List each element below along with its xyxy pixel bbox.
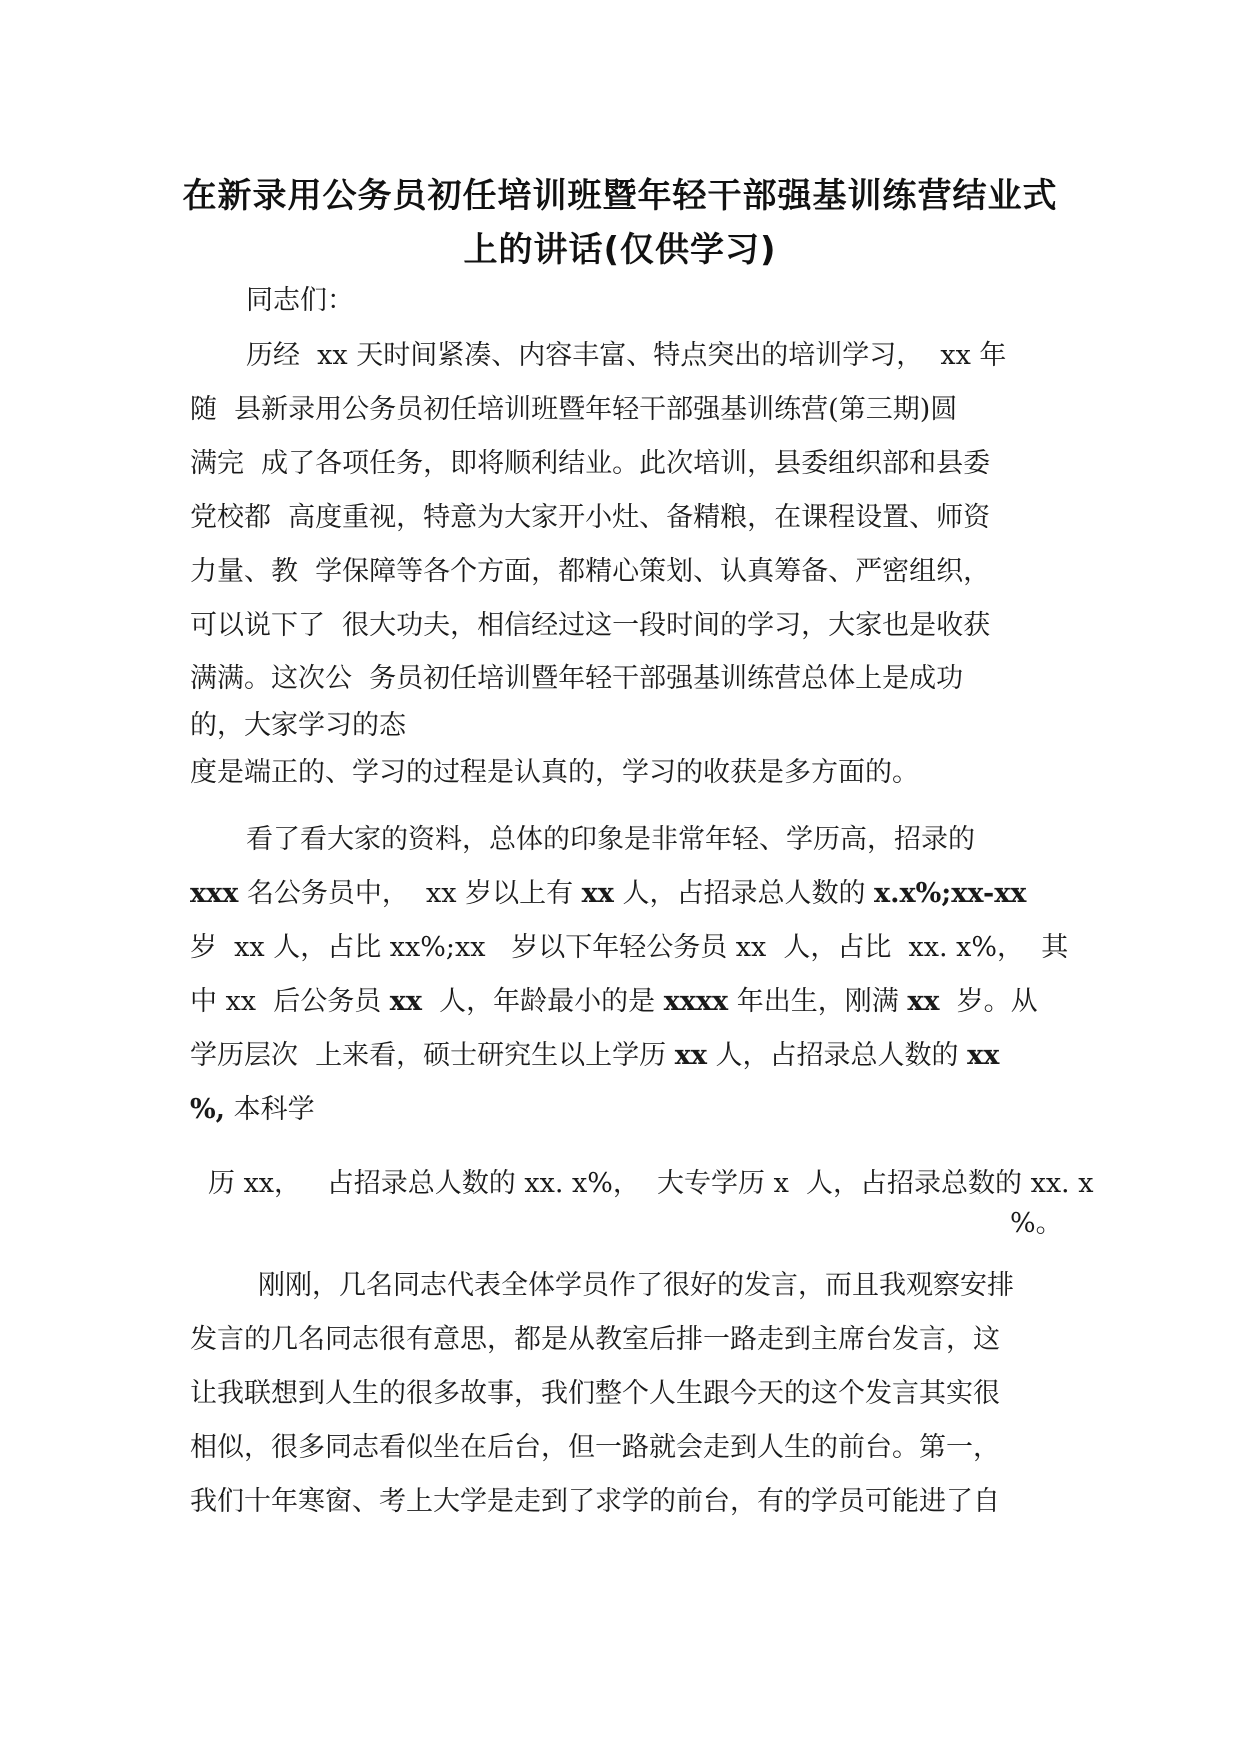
greeting: 同志们： bbox=[246, 285, 354, 316]
paragraph-line bbox=[190, 1092, 315, 1128]
bold-number: xx bbox=[581, 878, 614, 909]
paragraph-line bbox=[190, 876, 1026, 912]
paragraph-line: %。 bbox=[1010, 1208, 1063, 1239]
paragraph-line: 岁 xx 人，占比 xx%;xx 岁以下年轻公务员 xx 人，占比 xx. x%， 其 bbox=[190, 932, 1069, 963]
bold-number: xx bbox=[967, 1040, 1000, 1071]
paragraph-line: 相似，很多同志看似坐在后台，但一路就会走到人生的前台。第一， bbox=[190, 1432, 1000, 1463]
paragraph-line bbox=[190, 984, 1038, 1020]
paragraph-line: 历经 xx 天时间紧凑、内容丰富、特点突出的培训学习， xx 年 bbox=[246, 340, 1007, 371]
bold-number: xx bbox=[674, 1040, 707, 1071]
text-span: 名公务员中， xx 岁以上有 bbox=[238, 878, 582, 909]
paragraph-line: 历 xx， 占招录总人数的 xx. x%， 大专学历 x 人，占招录总数的 xx. x bbox=[208, 1168, 1094, 1199]
text-span: 人，年龄最小的是 bbox=[422, 986, 664, 1017]
paragraph-line: 满满。这次公 务员初任培训暨年轻干部强基训练营总体上是成功 bbox=[190, 663, 964, 694]
bold-number: xx bbox=[907, 986, 940, 1017]
text-span: 本科学 bbox=[225, 1094, 315, 1125]
text-span: 学历层次 上来看，硕士研究生以上学历 bbox=[190, 1040, 675, 1071]
bold-number: x.x%;xx-xx bbox=[874, 878, 1027, 909]
text-span: 年出生，刚满 bbox=[728, 986, 908, 1017]
paragraph-line: 的，大家学习的态 bbox=[190, 710, 406, 741]
paragraph-line: 随 县新录用公务员初任培训班暨年轻干部强基训练营(第三期)圆 bbox=[190, 394, 958, 425]
paragraph-line: 满完 成了各项任务，即将顺利结业。此次培训，县委组织部和县委 bbox=[190, 448, 991, 479]
paragraph-line: 党校都 高度重视，特意为大家开小灶、备精粮，在课程设置、师资 bbox=[190, 502, 991, 533]
paragraph-line: 让我联想到人生的很多故事，我们整个人生跟今天的这个发言其实很 bbox=[190, 1378, 1000, 1409]
paragraph-line: 我们十年寒窗、考上大学是走到了求学的前台，有的学员可能进了自 bbox=[190, 1486, 1000, 1517]
title-line-2: 上的讲话(仅供学习) bbox=[463, 230, 777, 270]
paragraph-line: 力量、教 学保障等各个方面，都精心策划、认真筹备、严密组织， bbox=[190, 556, 991, 587]
bold-number: xx bbox=[389, 986, 422, 1017]
paragraph-line: 度是端正的、学习的过程是认真的，学习的收获是多方面的。 bbox=[190, 757, 919, 788]
bold-number: %, bbox=[190, 1094, 226, 1125]
paragraph-line: 发言的几名同志很有意思，都是从教室后排一路走到主席台发言，这 bbox=[190, 1324, 1000, 1355]
paragraph-line: 看了看大家的资料，总体的印象是非常年轻、学历高，招录的 bbox=[246, 824, 975, 855]
paragraph-line bbox=[190, 1038, 999, 1074]
paragraph-line: 可以说下了 很大功夫，相信经过这一段时间的学习，大家也是收获 bbox=[190, 610, 991, 641]
text-span: 人，占招录总人数的 bbox=[706, 1040, 968, 1071]
title-line-1: 在新录用公务员初任培训班暨年轻干部强基训练营结业式 bbox=[182, 176, 1058, 216]
text-span: 人，占招录总人数的 bbox=[613, 878, 875, 909]
paragraph-line: 刚刚，几名同志代表全体学员作了很好的发言，而且我观察安排 bbox=[258, 1270, 1014, 1301]
bold-number: xxxx bbox=[663, 986, 729, 1017]
text-span: 岁。从 bbox=[939, 986, 1038, 1017]
text-span: 中 xx 后公务员 bbox=[190, 986, 390, 1017]
bold-number: xxx bbox=[190, 878, 239, 909]
